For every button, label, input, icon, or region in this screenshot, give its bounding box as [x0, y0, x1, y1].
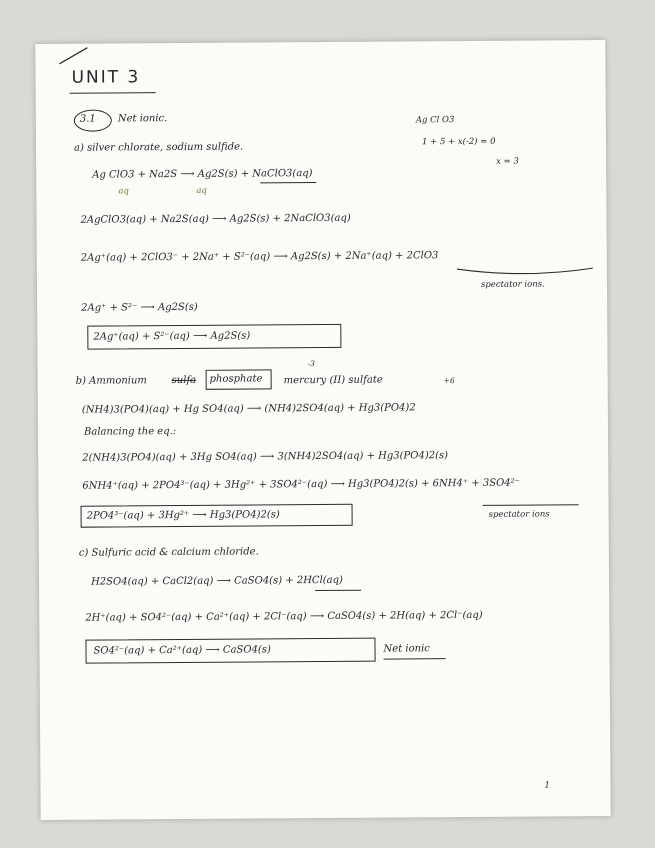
part-c-label: c) Sulfuric acid & calcium chloride.: [78, 546, 259, 559]
part-a-aq2: aq: [196, 185, 207, 196]
part-b-note-line: [483, 504, 579, 506]
spectator-brace-icon: [455, 266, 595, 279]
part-c-eq1: H2SO4(aq) + CaCl2(aq) ⟶ CaSO4(s) + 2HCl(aq): [91, 574, 343, 588]
part-b-balancing: Balancing the eq.:: [83, 426, 177, 438]
part-a-eq4: 2Ag⁺ + S²⁻ ⟶ Ag2S(s): [81, 301, 198, 314]
page-number: 1: [544, 780, 550, 791]
unit-title: UNIT 3: [71, 67, 141, 88]
section-heading: Net ionic.: [117, 113, 168, 125]
side-calc-formula: Ag Cl O3: [415, 115, 455, 126]
part-b-struck: sulfa: [171, 374, 197, 387]
net-ionic-underline: [384, 658, 446, 659]
part-b-label-prefix: b) Ammonium: [75, 375, 147, 387]
part-b-boxed: phosphate: [209, 373, 263, 385]
notebook-page: [35, 40, 610, 820]
part-b-eq2: 2(NH4)3(PO4)(aq) + 3Hg SO4(aq) ⟶ 3(NH4)2SO4(aq) + Hg3(PO4)2(s): [82, 450, 449, 464]
section-number: 3.1: [79, 113, 96, 125]
part-a-eq3: 2Ag⁺(aq) + 2ClO3⁻ + 2Na⁺ + S²⁻(aq) ⟶ Ag2S(s) + 2Na⁺(aq) + 2ClO3: [80, 250, 439, 264]
part-a-aq1: aq: [118, 186, 129, 197]
part-b-eq3: 6NH4⁺(aq) + 2PO4³⁻(aq) + 3Hg²⁺ + 3SO4²⁻(aq) ⟶ Hg3(PO4)2(s) + 6NH4⁺ + 3SO4²⁻: [82, 477, 520, 492]
part-b-plus-six: +6: [443, 376, 455, 386]
part-c-net-label: Net ionic: [383, 643, 430, 655]
side-calc-result: x = 3: [496, 156, 519, 167]
part-b-label-suffix: mercury (II) sulfate: [283, 374, 383, 387]
part-a-note: spectator ions.: [480, 279, 545, 290]
title-underline: [70, 92, 156, 94]
part-b-net: 2PO4³⁻(aq) + 3Hg²⁺ ⟶ Hg3(PO4)2(s): [86, 509, 280, 522]
corner-mark-icon: [57, 44, 93, 68]
part-a-net: 2Ag⁺(aq) + S²⁻(aq) ⟶ Ag2S(s): [93, 330, 251, 343]
part-b-charge: -3: [307, 359, 315, 369]
part-c-eq2: 2H⁺(aq) + SO4²⁻(aq) + Ca²⁺(aq) + 2Cl⁻(aq) ⟶ CaSO4(s) + 2H(aq) + 2Cl⁻(aq): [85, 609, 483, 624]
part-b-note: spectator ions: [488, 509, 550, 520]
part-b-eq1: (NH4)3(PO4)(aq) + Hg SO4(aq) ⟶ (NH4)2SO4(aq) + Hg3(PO4)2: [81, 402, 416, 416]
ag2s-underline: [260, 182, 316, 183]
part-a-eq2: 2AgClO3(aq) + Na2S(aq) ⟶ Ag2S(s) + 2NaClO3(aq): [80, 212, 351, 226]
part-a-eq1: Ag ClO3 + Na2S ⟶ Ag2S(s) + NaClO3(aq): [92, 168, 313, 181]
part-a-label: a) silver chlorate, sodium sulfide.: [73, 141, 244, 154]
side-calc-sum: 1 + 5 + x(-2) = 0: [421, 136, 496, 148]
caso4-underline: [315, 590, 361, 591]
part-c-net: SO4²⁻(aq) + Ca²⁺(aq) ⟶ CaSO4(s): [93, 644, 271, 657]
